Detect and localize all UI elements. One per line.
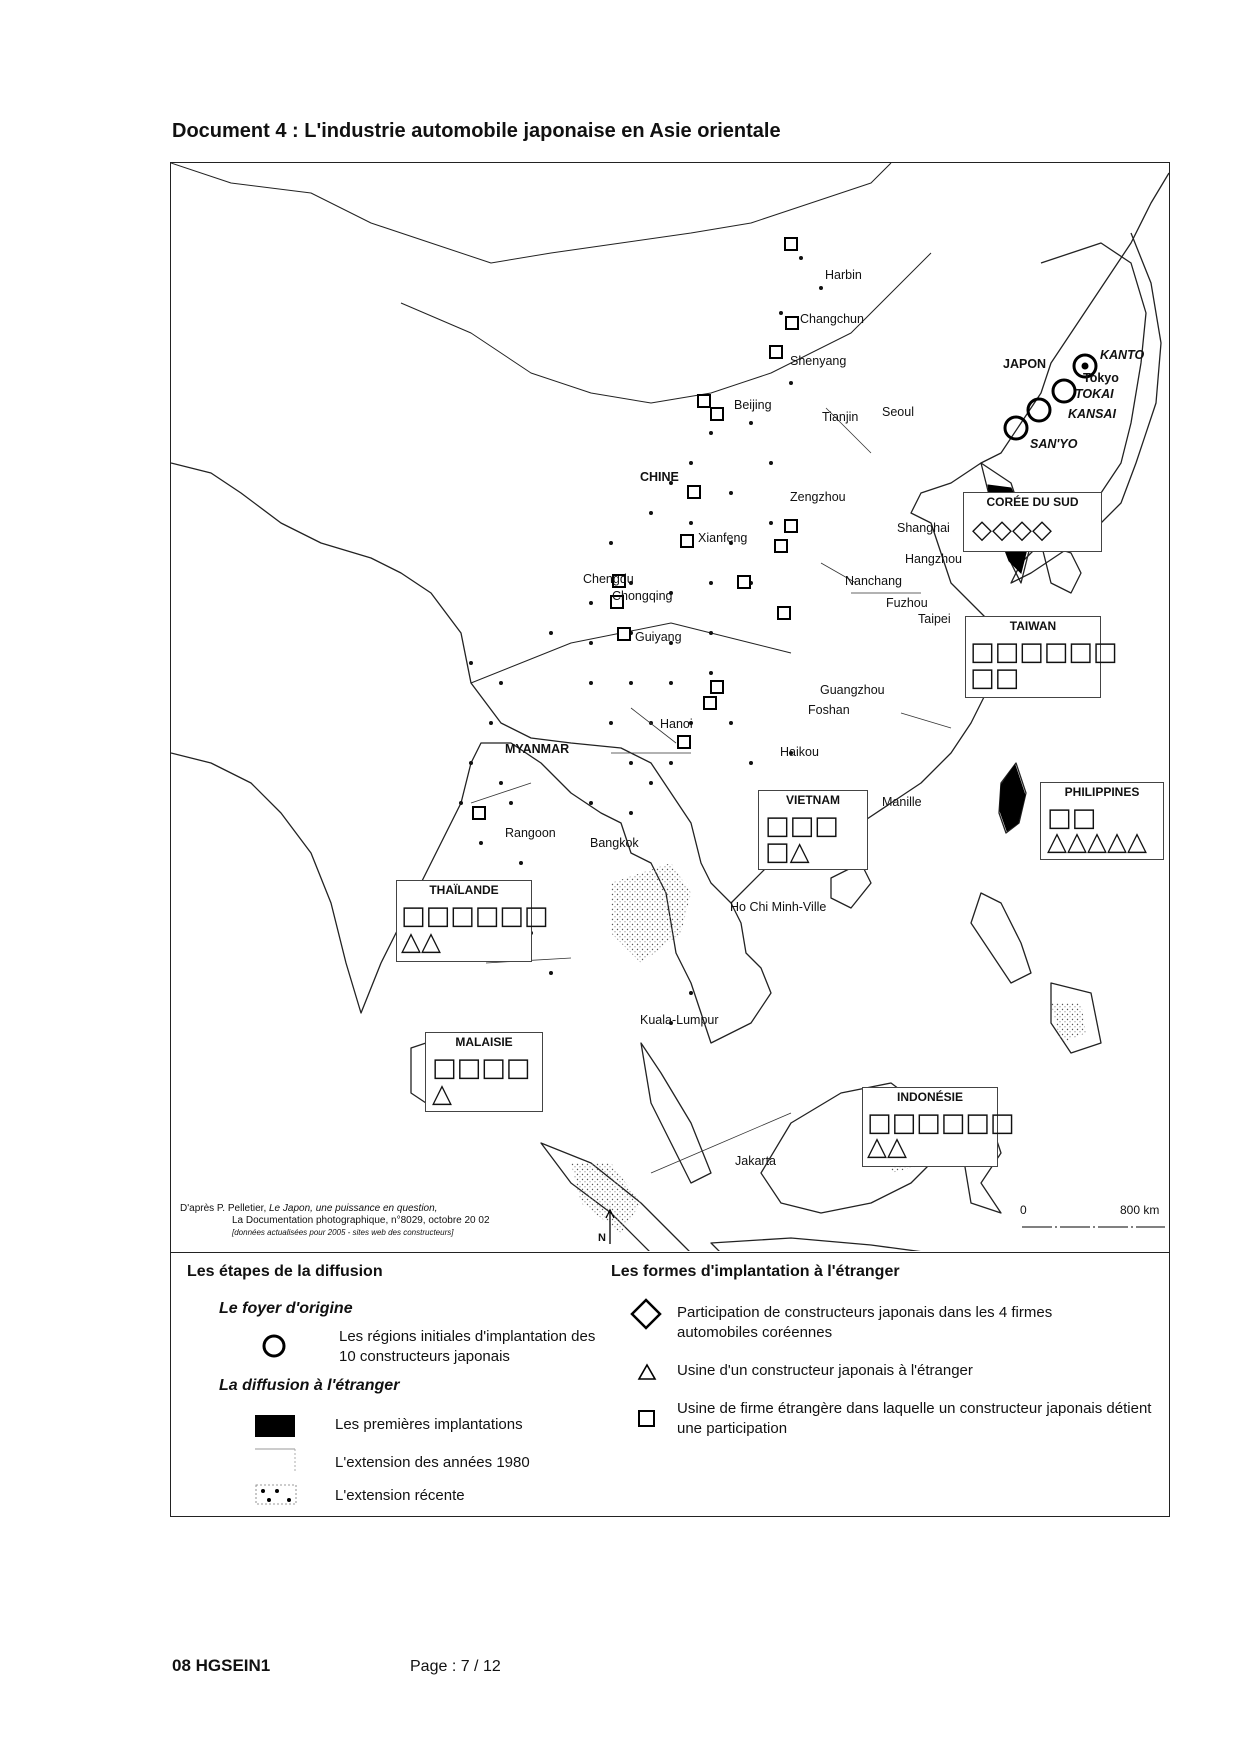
box-philippines-name: PHILIPPINES xyxy=(1064,785,1140,799)
source-line1-prefix: D'après P. Pelletier, xyxy=(180,1203,269,1214)
first-impl-taiwan xyxy=(1000,765,1025,831)
legend-recent-swatch xyxy=(255,1483,299,1507)
region-japon: JAPON xyxy=(1003,357,1047,371)
legend-diamond-icon xyxy=(629,1297,663,1331)
legend-panel xyxy=(171,1252,1169,1517)
city-tianjin: Tianjin xyxy=(822,410,859,424)
city-bangkok: Bangkok xyxy=(590,836,639,850)
callout-lines xyxy=(471,408,951,1173)
box-indonesie-row1: □□□□□□ xyxy=(867,1108,1015,1138)
city-guangzhou: Guangzhou xyxy=(820,683,885,697)
city-kualalumpur: Kuala-Lumpur xyxy=(640,1013,719,1027)
city-changchun: Changchun xyxy=(800,312,864,326)
city-hochiminh: Ho Chi Minh-Ville xyxy=(730,900,827,914)
city-factory-squares xyxy=(473,238,798,819)
box-indonesie xyxy=(862,1087,1015,1167)
region-kansai: KANSAI xyxy=(1068,407,1116,421)
box-vietnam xyxy=(758,790,868,870)
city-haikou: Haikou xyxy=(780,745,819,759)
document-title: Document 4 : L'industrie automobile japonaise en Asie orientale xyxy=(172,120,781,142)
legend-circle-icon xyxy=(259,1331,289,1361)
box-philippines-row1: □□ xyxy=(1047,803,1097,833)
legend-triangle-text: Usine d'un constructeur japonais à l'étranger xyxy=(677,1362,973,1379)
city-jakarta: Jakarta xyxy=(735,1154,776,1168)
box-malaisie-name: MALAISIE xyxy=(455,1035,513,1049)
region-myanmar: MYANMAR xyxy=(505,742,570,756)
region-sanyo: SAN'YO xyxy=(1030,437,1078,451)
legend-first-impl-text: Les premières implantations xyxy=(335,1416,523,1433)
box-thailande-name: THAÏLANDE xyxy=(429,883,499,897)
city-rangoon: Rangoon xyxy=(505,826,556,840)
box-vietnam-row2: □△ xyxy=(765,837,810,867)
legend-triangle-icon xyxy=(637,1363,657,1381)
legend-forms-title: Les formes d'implantation à l'étranger xyxy=(611,1263,900,1280)
region-kanto: KANTO xyxy=(1100,348,1145,362)
scale-max: 800 km xyxy=(1120,1203,1160,1217)
footer-exam-code: 08 HGSEIN1 xyxy=(172,1656,271,1675)
box-indonesie-name: INDONÉSIE xyxy=(896,1090,963,1104)
border-mongolia xyxy=(171,163,891,263)
legend-abroad-title: La diffusion à l'étranger xyxy=(219,1377,400,1394)
map-drawing xyxy=(171,163,1169,1251)
legend-foyer-title: Le foyer d'origine xyxy=(219,1300,353,1317)
region-chine: CHINE xyxy=(640,470,679,484)
scale-line xyxy=(1020,1223,1170,1231)
legend-1980-text: L'extension des années 1980 xyxy=(335,1454,530,1471)
region-tokai: TOKAI xyxy=(1075,387,1114,401)
legend-first-impl-swatch xyxy=(255,1415,295,1437)
city-hanoi: Hanoi xyxy=(660,717,693,731)
scale-zero: 0 xyxy=(1020,1203,1027,1217)
box-thailande xyxy=(396,880,549,962)
city-chongqing: Chongqing xyxy=(612,589,673,603)
city-shenyang: Shenyang xyxy=(790,354,847,368)
box-taiwan-name: TAIWAN xyxy=(1009,619,1057,633)
city-manille: Manille xyxy=(882,795,922,809)
box-taiwan xyxy=(965,616,1118,698)
source-line2: La Documentation photographique, n°8029, octobre 20 02 xyxy=(232,1215,490,1226)
box-malaisie-row2: △ xyxy=(432,1079,452,1109)
city-foshan: Foshan xyxy=(808,703,850,717)
box-vietnam-name: VIETNAM xyxy=(786,793,840,807)
north-arrow xyxy=(598,1208,618,1253)
city-xianfeng: Xianfeng xyxy=(698,531,748,545)
box-indonesie-row2: △△ xyxy=(867,1132,907,1162)
box-coree-diamonds: ◇◇◇◇ xyxy=(972,515,1052,545)
legend-square-text: Usine de firme étrangère dans laquelle un constructeur japonais détient une participation xyxy=(677,1400,1152,1437)
city-nanchang: Nanchang xyxy=(845,574,902,588)
city-taipei: Taipei xyxy=(918,612,951,626)
zone-1980-philippines xyxy=(1051,1003,1086,1043)
city-seoul: Seoul xyxy=(882,405,914,419)
city-beijing: Beijing xyxy=(734,398,772,412)
city-chengdu: Chengdu xyxy=(583,572,634,586)
box-taiwan-row1: □□□□□□ xyxy=(970,637,1118,667)
box-malaisie xyxy=(425,1032,543,1112)
box-vietnam-row1: □□□ xyxy=(765,811,839,841)
city-harbin: Harbin xyxy=(825,268,862,282)
source-note xyxy=(180,1203,490,1239)
box-coree-du-sud xyxy=(963,492,1102,552)
legend-1980-swatch xyxy=(255,1447,297,1473)
zone-1980-thailand xyxy=(611,863,691,963)
box-thailande-row2: △△ xyxy=(401,927,441,957)
box-philippines-row2: △△△△△ xyxy=(1047,827,1147,857)
source-line3: [données actualisées pour 2005 - sites web des constructeurs] xyxy=(232,1228,454,1237)
north-label: N xyxy=(598,1232,606,1244)
city-shanghai: Shanghai xyxy=(897,521,950,535)
box-malaisie-row1: □□□□ xyxy=(432,1053,531,1083)
legend-square-icon xyxy=(637,1409,657,1429)
legend-foyer-text: Les régions initiales d'implantation des 10 constructeurs japonais xyxy=(339,1328,596,1365)
city-tokyo: Tokyo xyxy=(1083,371,1119,385)
city-zengzhou: Zengzhou xyxy=(790,490,846,504)
city-hangzhou: Hangzhou xyxy=(905,552,962,566)
box-philippines xyxy=(1040,782,1164,860)
box-taiwan-row2: □□ xyxy=(970,663,1020,693)
footer-page-number: Page : 7 / 12 xyxy=(410,1658,501,1675)
legend-diamond-text: Participation de constructeurs japonais dans les 4 firmes automobiles coréennes xyxy=(677,1304,1053,1341)
java-outline xyxy=(711,1238,931,1251)
legend-recent-text: L'extension récente xyxy=(335,1487,465,1504)
source-line1-title: Le Japon, une puissance en question, xyxy=(269,1203,438,1214)
legend-diffusion-title: Les étapes de la diffusion xyxy=(187,1263,383,1280)
box-coree-name: CORÉE DU SUD xyxy=(986,495,1079,509)
box-thailande-row1: □□□□□□ xyxy=(401,901,549,931)
city-fuzhou: Fuzhou xyxy=(886,596,928,610)
city-guiyang: Guiyang xyxy=(635,630,682,644)
